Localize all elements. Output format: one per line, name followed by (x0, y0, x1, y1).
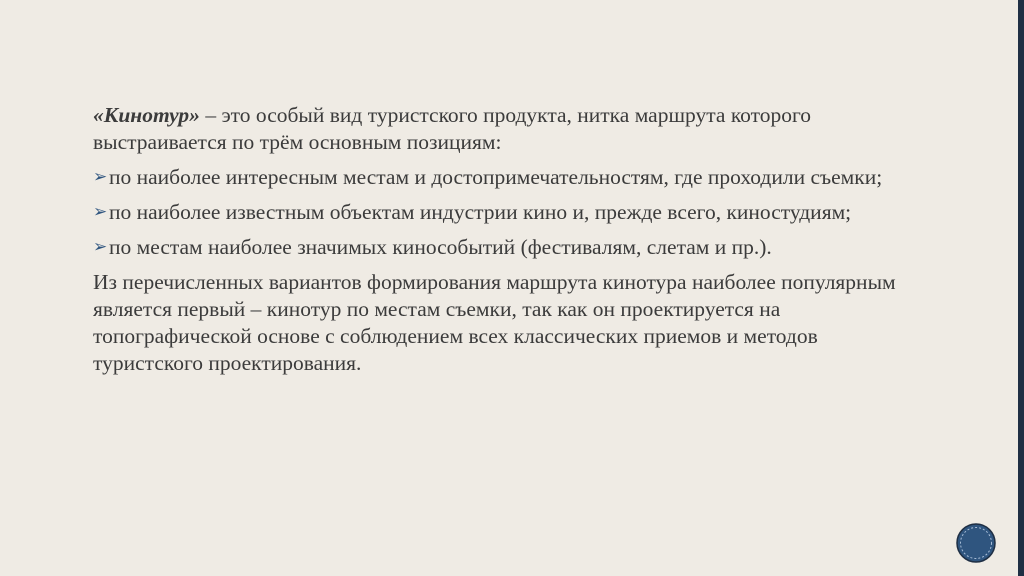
intro-paragraph (93, 102, 933, 156)
bullet-item-film-events (93, 234, 933, 261)
arrowhead-bullet-icon: ➢ (93, 202, 108, 222)
bullet-item-film-industry (93, 199, 933, 226)
bullet-item-filming-locations (93, 164, 933, 191)
intro-term: «Кинотур» (93, 103, 200, 127)
bullet-text: по наиболее интересным местам и достопримечательностям, где проходили съемки; (109, 165, 883, 189)
arrowhead-bullet-icon: ➢ (93, 237, 108, 257)
arrowhead-bullet-icon: ➢ (93, 167, 108, 187)
right-edge-bar (1018, 0, 1024, 576)
slide-content (93, 102, 933, 385)
slide-number-badge (955, 522, 997, 564)
conclusion-paragraph: Из перечисленных вариантов формирования маршрута кинотура наиболее популярным является первый – кинотур по местам съемки, так как он проектируется на топографической основе с соблюдением всех классических приемов и методов туристского проектирования. (93, 270, 896, 375)
bullet-text: по местам наиболее значимых кинособытий (фестивалям, слетам и пр.). (109, 235, 772, 259)
intro-text: – это особый вид туристского продукта, нитка маршрута которого выстраивается по трём основным позициям: (93, 103, 812, 154)
bullet-text: по наиболее известным объектам индустрии кино и, прежде всего, киностудиям; (109, 200, 852, 224)
